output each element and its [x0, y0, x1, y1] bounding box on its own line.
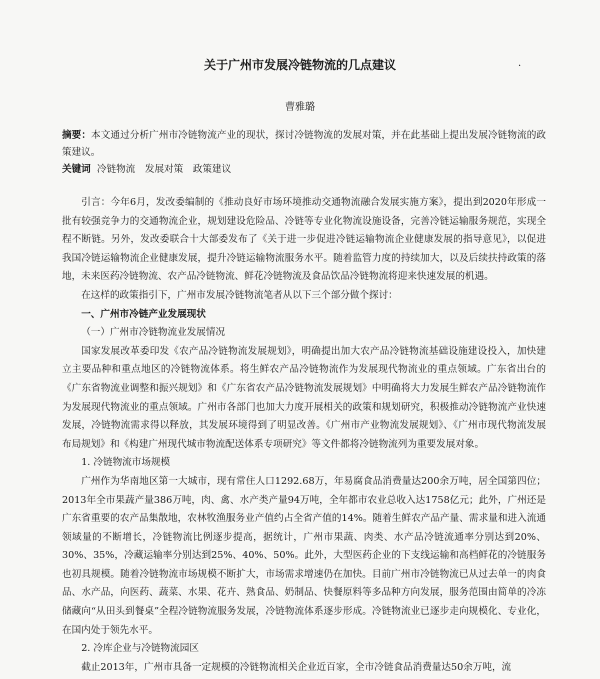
author-name: 曹雅璐	[285, 102, 315, 113]
section-1-heading: 一、广州市冷链产业发展现状	[81, 308, 206, 320]
transition-paragraph: 在这样的政策指引下，广州市发展冷链物流笔者从以下三个部分做个探讨：	[81, 289, 398, 301]
item-1-paragraph: 广州作为华南地区第一大城市，现有常住人口1292.68万，年易腐食品消费量达200余万吨，居全国第四位；2013年全市果蔬产量386万吨，肉、禽、水产类产量94万吨，全年都市农业总收入达1758亿元；此外，广州还是广东省重要的农产品集散地，农林牧渔服务业产值约占全省产值的14%。随着生鲜农产品产量、需求量和进入流通领域量的不断增长，冷链物流比例逐步提高，据统计，广州市果蔬、肉类、水产品冷链流通率分别达到20%、30%、35%，冷藏运输率分别达到25%、40%、50%。此外，大型医药企业的下支线运输和高档鲜花的冷链服务也初具规模。随着冷链物流市场规模不断扩大，市场需求增速仍在加快。目前广州市冷链物流已从过去单一的肉食品、水产品，向医药、蔬菜、水果、花卉、熟食品、奶制品、快餐原料等多品种方向发展，服务范围由简单的冷冻储藏向“从田头到餐桌”全程冷链物流服务发展，冷链物流体系逐步形成。冷链物流业已逐步走向规模化、专业化，在国内处于领先水平。	[62, 475, 546, 636]
keywords-label: 关键词	[62, 164, 91, 175]
intro-section	[62, 194, 546, 677]
abstract	[62, 127, 546, 161]
intro-paragraph: 引言：今年6月，发改委编制的《推动良好市场环境推动交通物流融合发展实施方案》，提出到2020年形成一批有较强竞争力的交通物流企业，规划建设危险品、冷链等专业化物流设施设备，完善冷链运输服务规范，实现全程不断链。另外，发改委联合十大部委发布了《关于进一步促进冷链运输物流企业健康发展的指导意见》，以促进我国冷链运输物流企业健康发展，提升冷链运输物流服务水平。随着监管力度的持续加大，以及后续扶持政策的落地，未来医药冷链物流、农产品冷链物流、鲜花冷链物流及食品饮品冷链物流将迎来快速发展的机遇。	[62, 197, 546, 283]
document-title: 关于广州市发展冷链物流的几点建议	[203, 58, 396, 72]
keywords	[62, 160, 546, 179]
item-2-heading: 2. 冷库企业与冷链物流园区	[81, 643, 199, 655]
keywords-text: 冷链物流 发展对策 政策建议	[96, 164, 232, 175]
subsection-1-heading: （一）广州市冷链物流业发展情况	[81, 327, 226, 339]
abstract-label: 摘要：	[62, 130, 92, 141]
subsection-1-paragraph: 国家发展改革委印发《农产品冷链物流发展规划》，明确提出加大农产品冷链物流基础设施建设投入，加快建立主要品种和重点地区的冷链物流体系。将生鲜农产品冷链物流作为发展现代物流业的重点领域。广东省出台的《广东省物流业调整和振兴规划》和《广东省农产品冷链物流发展规划》中明确将大力发展生鲜农产品冷链物流作为发展现代物流业的重点领域。广州市各部门也加大力度开展相关的政策和规划研究，积极推动冷链物流产业快速发展，冷链物流需求得以释放，其发展环境得到了明显改善。《广州市产业物流发展规划》、《广州市现代物流发展布局规划》和《构建广州现代城市物流配送体系专项研究》等文件都将冷链物流列为重要发展对象。	[62, 345, 546, 450]
title-stray-mark: .	[518, 58, 522, 69]
abstract-text: 本文通过分析广州市冷链物流产业的现状，探讨冷链物流的发展对策，并在此基础上提出发展冷链物流的政策建议。	[62, 130, 547, 158]
item-1-heading: 1. 冷链物流市场规模	[81, 457, 171, 469]
item-2-paragraph: 截止2013年，广州市具备一定规模的冷链物流相关企业近百家，全市冷链食品消费量达50余万吨，流	[81, 661, 512, 673]
